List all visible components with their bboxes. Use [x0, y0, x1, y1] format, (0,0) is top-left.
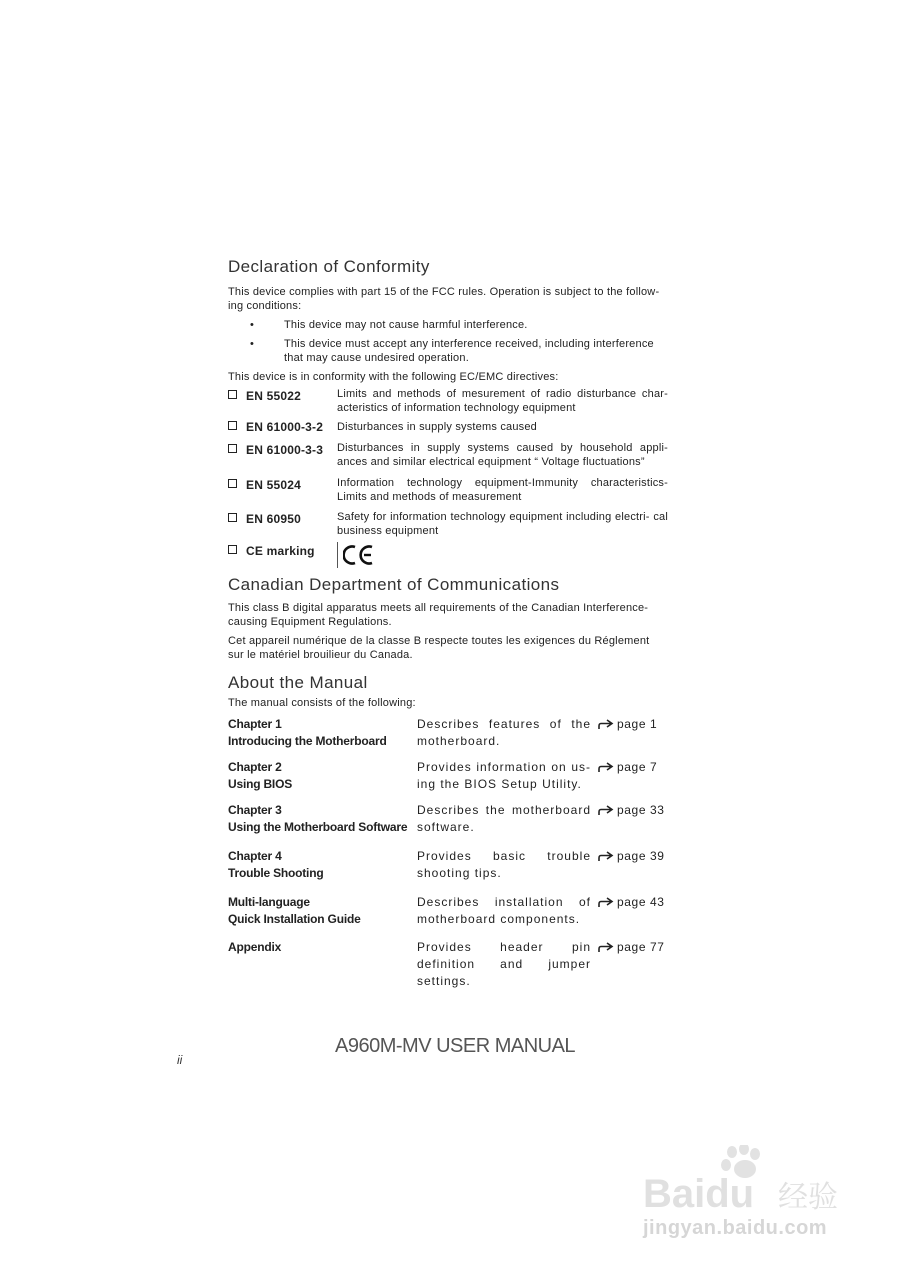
toc-chapter-name: Using the Motherboard Software: [228, 820, 408, 834]
toc-desc: Provides header pin definition and jumper settings.: [417, 940, 591, 988]
condition-text: This device may not cause harmful interference.: [284, 319, 528, 331]
watermark-url: jingyan.baidu.com: [643, 1217, 828, 1239]
toc-chapter-name: Trouble Shooting: [228, 866, 324, 880]
directive-desc: Safety for information technology equipment including electri- cal business equipment: [337, 511, 668, 537]
toc-row: [228, 759, 668, 793]
checkbox-icon: [228, 444, 237, 453]
ce-mark-icon: [337, 542, 377, 568]
directive-code: EN 55024: [246, 478, 301, 492]
manual-toc: [228, 716, 668, 990]
directive-code: EN 61000-3-2: [246, 420, 324, 434]
toc-page: page 43: [617, 895, 665, 909]
toc-row: [228, 716, 668, 750]
manual-intro: The manual consists of the following:: [228, 697, 416, 709]
ce-marking-label: CE marking: [246, 544, 315, 558]
toc-page: page 1: [617, 717, 658, 731]
checkbox-icon: [228, 421, 237, 430]
toc-desc: Describes installation of motherboard components.: [417, 895, 591, 926]
toc-chapter-name: Quick Installation Guide: [228, 912, 361, 926]
directive-desc: Limits and methods of mesurement of radio disturbance char- acteristics of information technology equipment: [337, 388, 668, 414]
toc-chapter: Appendix: [228, 940, 282, 954]
watermark-brand-cn: 经验: [778, 1180, 838, 1215]
directive-row: [228, 441, 668, 469]
toc-chapter: Chapter 3: [228, 803, 282, 817]
page-arrow-icon: [598, 762, 614, 773]
toc-page: page 7: [617, 760, 658, 774]
directives-intro: This device is in conformity with the following EC/EMC directives:: [228, 371, 559, 383]
toc-chapter: Multi-language: [228, 895, 310, 909]
toc-desc: Provides information on us- ing the BIOS Setup Utility.: [417, 760, 591, 791]
toc-chapter: Chapter 2: [228, 760, 282, 774]
declaration-intro: This device complies with part 15 of the FCC rules. Operation is subject to the follow- ing conditions:: [228, 286, 660, 312]
condition-item: [228, 337, 668, 365]
directive-desc: Information technology equipment-Immunity characteristics- Limits and methods of measurement: [337, 477, 668, 503]
toc-desc: Describes the motherboard software.: [417, 803, 591, 834]
declaration-title: Declaration of Conformity: [228, 257, 430, 276]
canadian-para-en: This class B digital apparatus meets all requirements of the Canadian Interference- causing Equipment Regulations.: [228, 602, 649, 628]
page-arrow-icon: [598, 942, 614, 953]
checkbox-icon: [228, 479, 237, 488]
conditions-list: [228, 318, 668, 365]
toc-chapter: Chapter 1: [228, 717, 282, 731]
toc-row: [228, 939, 668, 990]
directive-desc: Disturbances in supply systems caused: [337, 421, 537, 433]
canadian-para-fr: Cet appareil numérique de la classe B respecte toutes les exigences du Réglement sur le matériel brouilieur du Canada.: [228, 635, 650, 661]
page-arrow-icon: [598, 805, 614, 816]
bullet-icon: •: [250, 338, 255, 350]
page-arrow-icon: [598, 897, 614, 908]
manual-title: About the Manual: [228, 673, 368, 692]
directive-row: [228, 420, 668, 434]
condition-text: This device must accept any interference received, including interference that may cause undesired operation.: [284, 338, 654, 364]
manual-footer-title: A960M-MV USER MANUAL: [335, 1035, 576, 1057]
checkbox-icon: [228, 545, 237, 554]
page-arrow-icon: [598, 851, 614, 862]
watermark-brand: Baidu: [643, 1172, 755, 1216]
toc-desc: Describes features of the motherboard.: [417, 717, 591, 748]
toc-chapter-name: Using BIOS: [228, 777, 293, 791]
canadian-title: Canadian Department of Communications: [228, 575, 560, 594]
toc-page: page 33: [617, 803, 665, 817]
directive-desc: Disturbances in supply systems caused by household appli- ances and similar electrical equipment “ Voltage fluctuations”: [337, 442, 668, 468]
toc-row: [228, 894, 668, 928]
directive-row: [228, 387, 668, 415]
directive-code: EN 55022: [246, 389, 301, 403]
directive-code: EN 61000-3-3: [246, 443, 324, 457]
directive-row: [228, 476, 668, 504]
document-body: [228, 256, 668, 990]
toc-chapter-name: Introducing the Motherboard: [228, 734, 387, 748]
toc-chapter: Chapter 4: [228, 849, 282, 863]
directive-code: EN 60950: [246, 512, 301, 526]
directive-row: [228, 510, 668, 538]
toc-desc: Provides basic trouble shooting tips.: [417, 849, 591, 880]
toc-page: page 77: [617, 940, 665, 954]
toc-page: page 39: [617, 849, 665, 863]
directive-row-ce: [228, 542, 668, 570]
checkbox-icon: [228, 390, 237, 399]
directives-list: [228, 387, 668, 570]
condition-item: [228, 318, 668, 332]
toc-row: [228, 848, 668, 882]
baidu-watermark-logo: [640, 1145, 850, 1225]
bullet-icon: •: [250, 319, 255, 331]
checkbox-icon: [228, 513, 237, 522]
page-number: ii: [177, 1053, 183, 1067]
page-arrow-icon: [598, 719, 614, 730]
toc-row: [228, 802, 668, 836]
